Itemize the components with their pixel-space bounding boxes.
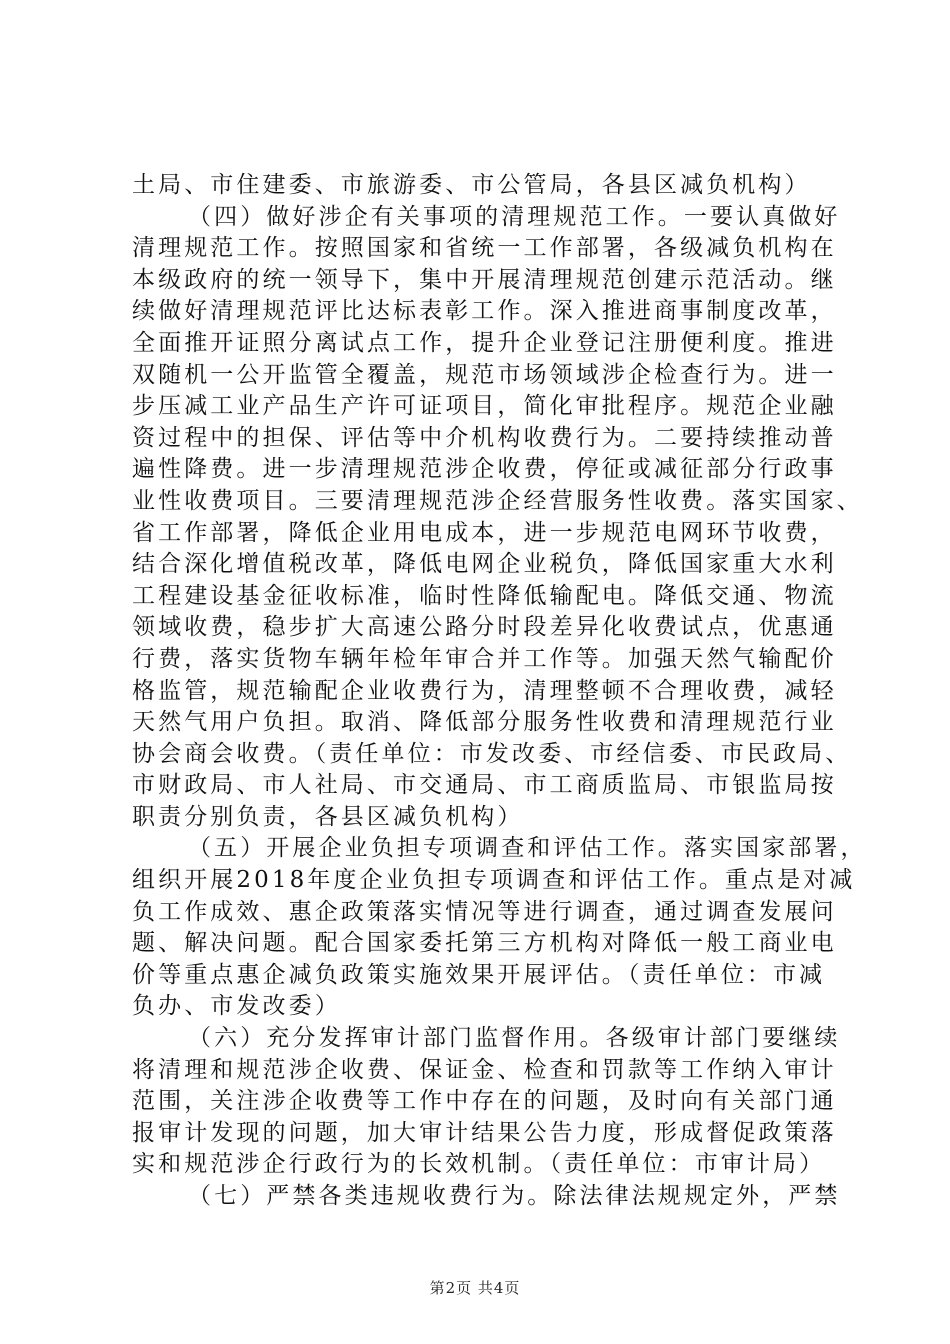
text-line: 范围，关注涉企收费等工作中存在的问题，及时向有关部门通 (132, 1088, 837, 1115)
text-line: 步压减工业产品生产许可证项目，简化审批程序。规范企业融 (132, 393, 837, 420)
text-line: 领域收费，稳步扩大高速公路分时段差异化收费试点，优惠通 (132, 614, 837, 641)
text-line: 负工作成效、惠企政策落实情况等进行调查，通过调查发展问 (132, 898, 837, 925)
text-line: 土局、市住建委、市旅游委、市公管局，各县区减负机构） (132, 172, 811, 198)
text-line: 工程建设基金征收标准，临时性降低输配电。降低交通、物流 (132, 582, 837, 609)
text-line: 职责分别负责，各县区减负机构） (132, 803, 524, 830)
text-line: 将清理和规范涉企收费、保证金、检查和罚款等工作纳入审计 (132, 1056, 837, 1083)
text-line: 结合深化增值税改革，降低电网企业税负，降低国家重大水利 (132, 551, 837, 578)
text-line: 本级政府的统一领导下，集中开展清理规范创建示范活动。继 (132, 266, 837, 293)
text-line: 遍性降费。进一步清理规范涉企收费，停征或减征部分行政事 (132, 456, 837, 483)
text-line: 负办、市发改委） (132, 993, 341, 1020)
text-line: 题、解决问题。配合国家委托第三方机构对降低一般工商业电 (132, 930, 837, 957)
text-line: 全面推开证照分离试点工作，提升企业登记注册便利度。推进 (132, 329, 837, 356)
text-line: 省工作部署，降低企业用电成本，进一步规范电网环节收费， (132, 519, 837, 546)
text-line: 协会商会收费。（责任单位：市发改委、市经信委、市民政局、 (132, 740, 852, 767)
text-line: 价等重点惠企减负政策实施效果开展评估。（责任单位：市减 (132, 961, 826, 988)
text-line: 组织开展2018年度企业负担专项调查和评估工作。重点是对减 (132, 867, 856, 894)
text-line: 行费，落实货物车辆年检年审合并工作等。加强天然气输配价 (132, 645, 837, 672)
text-line: 市财政局、市人社局、市交通局、市工商质监局、市银监局按 (132, 772, 837, 799)
text-line: 业性收费项目。三要清理规范涉企经营服务性收费。落实国家、 (132, 487, 863, 514)
text-line: 格监管，规范输配企业收费行为，清理整顿不合理收费，减轻 (132, 677, 837, 704)
text-line: 续做好清理规范评比达标表彰工作。深入推进商事制度改革， (132, 298, 837, 325)
paragraph-start-line: （四）做好涉企有关事项的清理规范工作。一要认真做好 (188, 203, 841, 230)
paragraph-start-line: （六）充分发挥审计部门监督作用。各级审计部门要继续 (188, 1025, 841, 1052)
document-body (132, 170, 867, 1213)
text-line: 资过程中的担保、评估等中介机构收费行为。二要持续推动普 (132, 424, 837, 451)
text-line: 双随机一公开监管全覆盖，规范市场领域涉企检查行为。进一 (132, 361, 837, 388)
text-line: 实和规范涉企行政行为的长效机制。（责任单位：市审计局） (132, 1151, 826, 1178)
page-number-footer: 第2页 共4页 (429, 1279, 521, 1297)
paragraph-start-line: （七）严禁各类违规收费行为。除法律法规规定外，严禁 (188, 1183, 841, 1209)
text-line: 清理规范工作。按照国家和省统一工作部署，各级减负机构在 (132, 235, 837, 262)
text-line: 天然气用户负担。取消、降低部分服务性收费和清理规范行业 (132, 709, 837, 736)
paragraph-start-line: （五）开展企业负担专项调查和评估工作。落实国家部署， (188, 835, 867, 862)
text-line: 报审计发现的问题，加大审计结果公告力度，形成督促政策落 (132, 1119, 837, 1146)
